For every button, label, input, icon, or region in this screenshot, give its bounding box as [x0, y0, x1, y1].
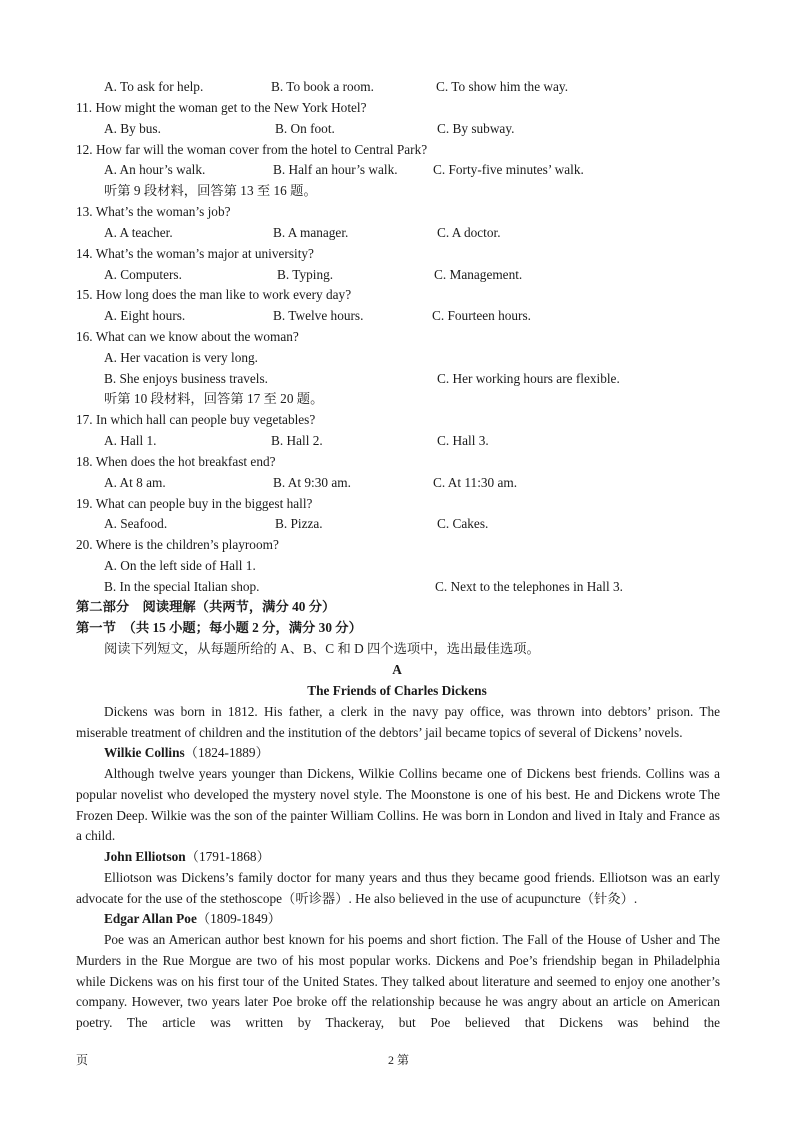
- person-years: （1824-1889）: [184, 745, 269, 760]
- person-name: John Elliotson: [104, 849, 186, 864]
- part2-heading: 第二部分 阅读理解（共两节，满分 40 分）: [76, 599, 336, 614]
- option-b: B. Pizza.: [275, 516, 323, 531]
- option-a: A. At 8 am.: [104, 475, 166, 490]
- person-name: Wilkie Collins: [104, 745, 185, 760]
- option-a: A. Hall 1.: [104, 433, 157, 448]
- question-stem: 12. How far will the woman cover from the hotel to Central Park?: [76, 142, 428, 157]
- footer-page-number: 2 第: [388, 1053, 410, 1067]
- person-heading: [104, 848, 270, 866]
- question-stem: 17. In which hall can people buy vegetables?: [76, 412, 316, 427]
- question-stem: 16. What can we know about the woman?: [76, 329, 299, 344]
- person-years: （1809-1849）: [196, 911, 282, 926]
- q10-option-a: A. To ask for help.: [104, 79, 204, 94]
- option-a: A. On the left side of Hall 1.: [104, 558, 256, 573]
- option-b: B. A manager.: [273, 225, 349, 240]
- reading-instruction: 阅读下列短文，从每题所给的 A、B、C 和 D 四个选项中，选出最佳选项。: [104, 641, 540, 656]
- option-a: A. An hour’s walk.: [104, 162, 206, 177]
- option-c: C. Forty-five minutes’ walk.: [433, 162, 584, 177]
- option-b: B. Twelve hours.: [273, 308, 364, 323]
- person-heading: [104, 910, 281, 928]
- option-c: C. Next to the telephones in Hall 3.: [435, 579, 623, 594]
- person-paragraph: Elliotson was Dickens’s family doctor for many years and thus they became good friends. Elliotson was an early advocate for the use of the stethoscope（听诊器）. He also believed in the use of acupuncture（针灸）.: [76, 870, 720, 906]
- option-c: C. A doctor.: [437, 225, 501, 240]
- option-c: C. At 11:30 am.: [433, 475, 518, 490]
- option-a: A. Seafood.: [104, 516, 168, 531]
- option-c: C. By subway.: [437, 121, 515, 136]
- listening-instruction-10: 听第 10 段材料，回答第 17 至 20 题。: [104, 391, 324, 406]
- footer-left: 页: [76, 1053, 89, 1067]
- option-a: A. A teacher.: [104, 225, 173, 240]
- question-stem: 14. What’s the woman’s major at university?: [76, 246, 314, 261]
- option-a: A. Computers.: [104, 267, 182, 282]
- option-c: C. Management.: [434, 267, 523, 282]
- question-stem: 20. Where is the children’s playroom?: [76, 537, 279, 552]
- intro-paragraph: Dickens was born in 1812. His father, a clerk in the navy pay office, was thrown into debtors’ prison. The miserable treatment of children and the institution of the debtors’ jail became topics of several of Dickens’ novels.: [76, 704, 720, 740]
- person-paragraph: Poe was an American author best known for his poems and short fiction. The Fall of the House of Usher and The Murders in the Rue Morgue are two of his most popular works. Dickens and Poe’s friendship began in Philadelphia while Dickens was on his first tour of the United States. They talked about literature and seemed to enjoy one another’s company. However, two years later Poe broke off the relationship because he was angry about an article on American poetry. The article was written by Thackeray, but Poe believed that Dickens was behind the: [76, 932, 720, 1031]
- question-stem: 13. What’s the woman’s job?: [76, 204, 231, 219]
- passage-title: The Friends of Charles Dickens: [307, 683, 487, 698]
- question-stem: 19. What can people buy in the biggest hall?: [76, 496, 313, 511]
- person-name: Edgar Allan Poe: [104, 911, 197, 926]
- question-stem: 15. How long does the man like to work every day?: [76, 287, 352, 302]
- option-c: C. Her working hours are flexible.: [437, 371, 620, 386]
- q10-option-c: C. To show him the way.: [436, 79, 569, 94]
- person-heading: [104, 744, 269, 762]
- option-b: B. At 9:30 am.: [273, 475, 351, 490]
- person-years: （1791-1868）: [185, 849, 270, 864]
- q10-option-b: B. To book a room.: [271, 79, 374, 94]
- passage-letter: A: [392, 662, 402, 677]
- person-paragraph: Although twelve years younger than Dickens, Wilkie Collins became one of Dickens best friends. Collins was a popular novelist who developed the mystery novel style. The Moonstone is one of his best. He and Dickens wrote The Frozen Deep. Wilkie was the son of the painter William Collins. He was born in London and lived in Italy and France as a child.: [76, 766, 720, 844]
- option-c: C. Cakes.: [437, 516, 489, 531]
- option-b: B. In the special Italian shop.: [104, 579, 260, 594]
- option-a: A. Her vacation is very long.: [104, 350, 258, 365]
- option-b: B. Typing.: [277, 267, 334, 282]
- option-c: C. Hall 3.: [437, 433, 489, 448]
- option-b: B. Hall 2.: [271, 433, 323, 448]
- listening-instruction-9: 听第 9 段材料，回答第 13 至 16 题。: [104, 183, 317, 198]
- question-stem: 11. How might the woman get to the New York Hotel?: [76, 100, 367, 115]
- option-a: A. By bus.: [104, 121, 161, 136]
- option-b: B. On foot.: [275, 121, 335, 136]
- option-c: C. Fourteen hours.: [432, 308, 531, 323]
- option-a: A. Eight hours.: [104, 308, 186, 323]
- option-b: B. Half an hour’s walk.: [273, 162, 398, 177]
- section1-heading: 第一节 （共 15 小题；每小题 2 分，满分 30 分）: [76, 620, 362, 635]
- option-b: B. She enjoys business travels.: [104, 371, 268, 386]
- question-stem: 18. When does the hot breakfast end?: [76, 454, 276, 469]
